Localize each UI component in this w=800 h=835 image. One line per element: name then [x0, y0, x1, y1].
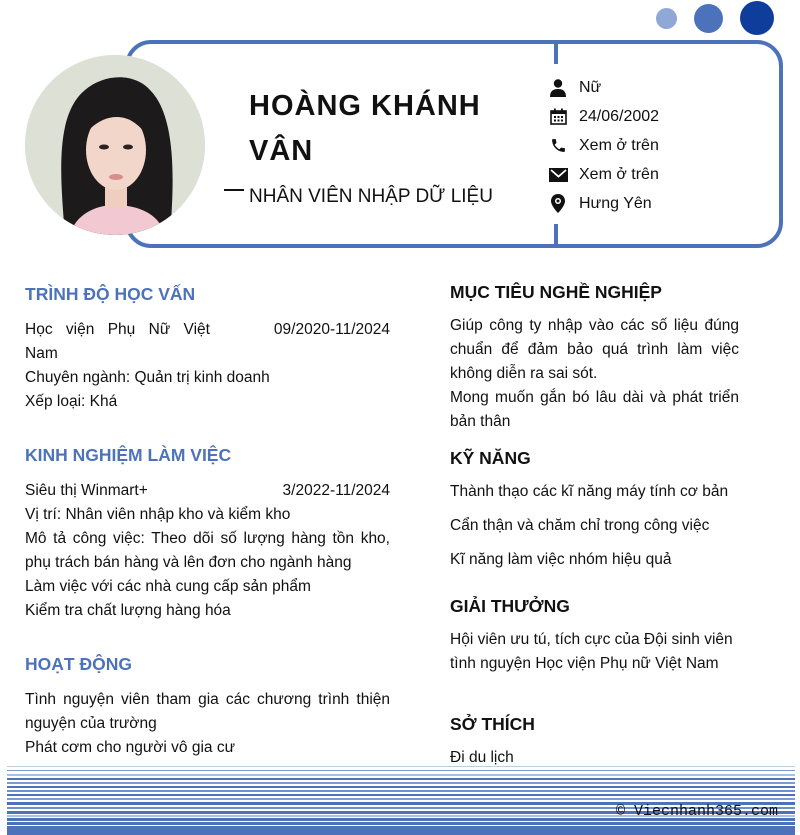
phone-icon — [548, 136, 568, 156]
objective-heading: MỤC TIÊU NGHỀ NGHIỆP — [450, 282, 662, 302]
calendar-icon — [548, 107, 568, 127]
title-dash — [224, 189, 244, 191]
activities-block — [25, 688, 390, 760]
experience-task: Làm việc với các nhà cung cấp sản phẩm — [25, 578, 311, 595]
education-grade: Xếp loại: Khá — [25, 393, 118, 410]
candidate-name: HOÀNG KHÁNH VÂN — [249, 90, 481, 167]
experience-task: Kiểm tra chất lượng hàng hóa — [25, 602, 231, 619]
skill-item: Thành thạo các kĩ năng máy tính cơ bản — [450, 483, 729, 500]
awards-text: Hội viên ưu tú, tích cực của Đội sinh viên tình nguyện Học viện Phụ nữ Việt Nam — [450, 631, 733, 672]
awards-heading: GIẢI THƯỞNG — [450, 596, 570, 616]
footer-stripes — [7, 766, 795, 835]
job-title: NHÂN VIÊN NHẬP DỮ LIỆU — [249, 186, 493, 207]
skill-item: Cẩn thận và chăm chỉ trong công việc — [450, 517, 710, 534]
decor-dot-large — [740, 1, 774, 35]
hobbies-text: Đi du lịch — [450, 749, 514, 766]
location-pin-icon — [548, 194, 568, 214]
experience-period: 3/2022-11/2024 — [282, 482, 390, 499]
experience-heading: KINH NGHIỆM LÀM VIỆC — [25, 445, 232, 465]
activities-heading: HOẠT ĐỘNG — [25, 654, 132, 674]
avatar — [25, 55, 205, 235]
skills-heading: KỸ NĂNG — [450, 448, 531, 468]
experience-description: Mô tả công việc: Theo dõi số lượng hàng tồn kho, phụ trách bán hàng và lên đơn cho ngành hàng — [25, 530, 390, 571]
education-heading: TRÌNH ĐỘ HỌC VẤN — [25, 284, 196, 304]
contact-phone: Xem ở trên — [548, 131, 659, 160]
objective-block — [450, 314, 739, 434]
decor-dot-small — [656, 8, 677, 29]
contact-email: Xem ở trên — [548, 160, 659, 189]
education-block — [25, 318, 390, 414]
activity-item: Tình nguyện viên tham gia các chương trình thiện nguyện của trường — [25, 691, 390, 732]
education-major: Chuyên ngành: Quản trị kinh doanh — [25, 369, 270, 386]
contact-list — [548, 73, 659, 218]
contact-address: Hưng Yên — [548, 189, 659, 218]
email-icon — [548, 165, 568, 185]
experience-block — [25, 479, 390, 623]
header-divider-top — [554, 40, 558, 64]
contact-gender: Nữ — [548, 73, 659, 102]
objective-paragraph: Giúp công ty nhập vào các số liệu đúng chuẩn để đảm bảo quá trình làm việc không diễn ra sai sót. — [450, 317, 739, 382]
skill-item: Kĩ năng làm việc nhóm hiệu quả — [450, 551, 672, 568]
experience-company: Siêu thị Winmart+ — [25, 482, 148, 499]
experience-position: Vị trí: Nhân viên nhập kho và kiểm kho — [25, 506, 291, 523]
contact-birthday: 24/06/2002 — [548, 102, 659, 131]
education-school: Học viện Phụ Nữ Việt — [25, 321, 210, 338]
education-school-cont: Nam — [25, 345, 58, 362]
activity-item: Phát cơm cho người vô gia cư — [25, 739, 235, 756]
header-divider-bottom — [554, 224, 558, 248]
hobbies-heading: SỞ THÍCH — [450, 714, 535, 734]
copyright-text: © Viecnhanh365.com — [615, 803, 778, 820]
person-icon — [548, 78, 568, 98]
education-period: 09/2020-11/2024 — [273, 321, 390, 338]
decor-dot-medium — [694, 4, 723, 33]
objective-paragraph: Mong muốn gắn bó lâu dài và phát triển bản thân — [450, 389, 739, 430]
skills-block — [450, 480, 750, 572]
